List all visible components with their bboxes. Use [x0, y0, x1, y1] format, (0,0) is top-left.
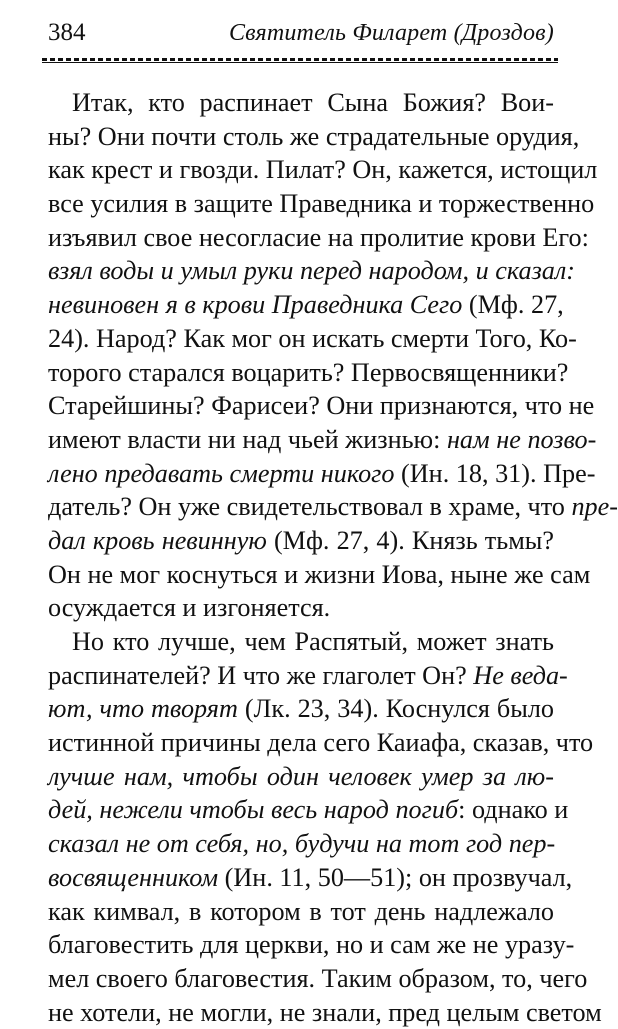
text-line [48, 928, 575, 962]
text-run: (Лк. 23, 34). Коснулся было [237, 694, 555, 724]
text-run: благовестить для церкви, но и сам же не уразу- [48, 930, 575, 960]
text-run: торого старался воцарить? Первосвященники? [48, 357, 569, 387]
text-run: Но кто лучше, чем Распятый, может знать [72, 627, 554, 656]
italic-quote: ют, что творят [48, 694, 238, 724]
text-line [48, 221, 589, 255]
text-line [48, 591, 554, 625]
text-run: Итак, кто распинает Сына Божия? Вои- [72, 88, 554, 117]
text-run: как крест и гвозди. Пилат? Он, кажется, истощил [48, 155, 598, 185]
text-run: ны? Они почти столь же страдательные орудия, [48, 121, 580, 151]
paragraph [48, 86, 618, 625]
italic-quote: дей, нежели чтобы весь народ погиб [48, 795, 459, 825]
italic-quote: дал кровь невинную [48, 525, 267, 555]
text-run: осуждается и изгоняется. [48, 593, 331, 623]
text-line [48, 625, 554, 659]
italic-quote: сказал не от себя, но, будучи на тот год пер- [48, 829, 556, 859]
italic-quote: нам не позво- [446, 424, 597, 454]
text-line [48, 793, 569, 827]
italic-quote: пре- [571, 492, 618, 522]
paragraph [48, 625, 602, 1029]
running-title: Святитель Филарет (Дроздов) [228, 20, 554, 46]
text-line [48, 490, 618, 524]
text-run: Старейшины? Фарисеи? Они признаются, что не [48, 391, 595, 421]
text-line [48, 254, 576, 288]
italic-quote: лено предавать смерти никого [48, 458, 395, 488]
text-line [48, 457, 596, 491]
header-divider [42, 56, 558, 63]
text-run: Он не мог коснуться и жизни Иова, ныне же сам [48, 559, 591, 589]
text-run: все усилия в защите Праведника и торжественно [48, 189, 595, 219]
text-line [48, 760, 554, 794]
text-run: датель? Он уже свидетельствовал в храме, что [48, 492, 572, 522]
text-run: мел своего благовестия. Таким образом, то, чего [48, 963, 588, 993]
text-line [48, 153, 598, 187]
text-run: (Ин. 11, 50—51); он прозвучал, [218, 862, 573, 892]
text-run: : однако и [458, 795, 569, 825]
body-text [48, 86, 618, 1029]
text-run: изъявил свое несогласие на пролитие крови Его: [48, 222, 589, 252]
text-run: имеют власти ни над чьей жизнью: [48, 424, 447, 454]
text-line [48, 558, 591, 592]
italic-quote: восвященником [48, 862, 219, 892]
text-line [48, 692, 554, 726]
page-header [48, 16, 554, 50]
text-line [48, 659, 568, 693]
text-line [48, 86, 554, 120]
text-line [48, 322, 577, 356]
text-run: истинной причины дела сего Каиафа, сказав, что [48, 728, 594, 758]
text-line [48, 120, 580, 154]
text-line [48, 996, 602, 1029]
text-line [48, 726, 594, 760]
text-line [48, 895, 554, 929]
text-line [48, 288, 564, 322]
text-line [48, 524, 554, 558]
text-line [48, 423, 597, 457]
text-run: распинателей? И что же глаголет Он? [48, 660, 474, 690]
text-run: не хотели, не могли, не знали, пред целым светом [48, 997, 602, 1027]
text-run: как кимвал, в котором в тот день надлежало [48, 896, 554, 926]
text-line [48, 187, 595, 221]
text-run: 24). Народ? Как мог он искать смерти Того, Ко- [48, 323, 577, 353]
text-line [48, 827, 554, 861]
text-line [48, 861, 573, 895]
italic-quote: лучше нам, чтобы один человек умер за лю- [48, 761, 554, 791]
text-line [48, 356, 569, 390]
page-number: 384 [48, 19, 86, 46]
text-run: (Мф. 27, [462, 290, 564, 320]
italic-quote: невиновен я в крови Праведника Сего [48, 290, 463, 320]
text-run: (Мф. 27, 4). Князь тьмы? [266, 525, 554, 555]
text-line [48, 389, 595, 423]
text-line [48, 962, 588, 996]
italic-quote: взял воды и умыл руки перед народом, и сказал: [48, 256, 576, 286]
italic-quote: Не веда- [473, 660, 568, 690]
text-run: (Ин. 18, 31). Пре- [394, 458, 596, 488]
